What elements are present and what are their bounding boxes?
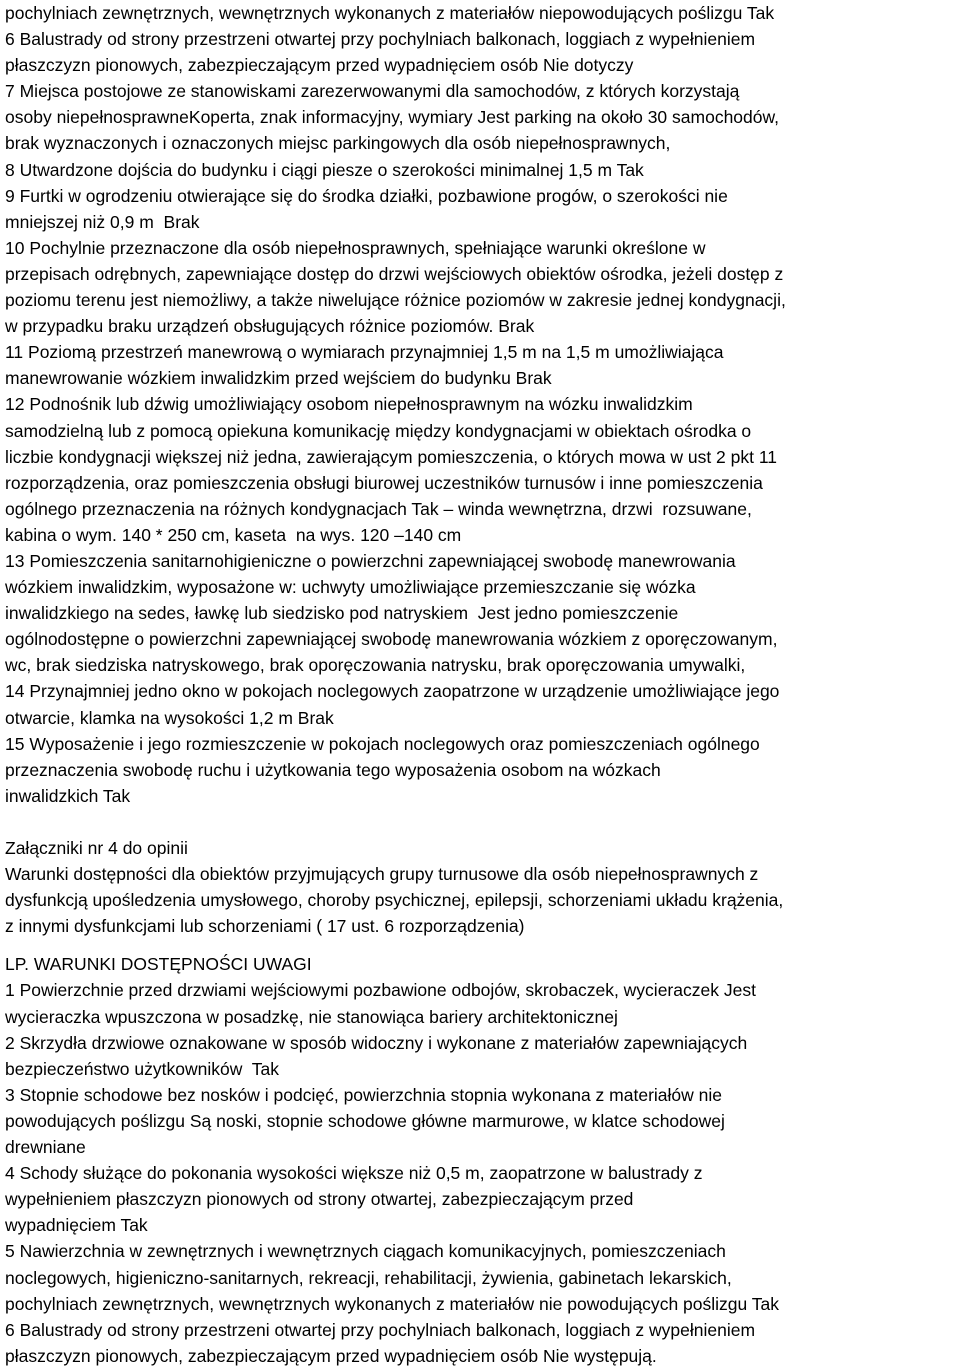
text-line: liczbie kondygnacji większej niż jedna, zawierającym pomieszczenia, o których mowa w ust 2 pkt 11 (5, 446, 778, 467)
text-line: przeznaczenia swobodę ruchu i użytkowania tego wyposażenia osobom na wózkach (5, 759, 661, 780)
text-line: LP. WARUNKI DOSTĘPNOŚCI UWAGI (5, 954, 312, 975)
text-line: 15 Wyposażenie i jego rozmieszczenie w pokojach noclegowych oraz pomieszczeniach ogólnego (5, 733, 760, 754)
text-line: pochylniach zewnętrznych, wewnętrznych wykonanych z materiałów niepowodujących poślizgu Tak (5, 3, 775, 23)
text-line: inwalidzkich Tak (5, 785, 131, 806)
text-line: otwarcie, klamka na wysokości 1,2 m Brak (5, 707, 334, 728)
text-line: drewniane (5, 1137, 86, 1158)
text-line: 12 Podnośnik lub dźwig umożliwiający osobom niepełnosprawnym na wózku inwalidzkim (5, 394, 693, 415)
text-line: 1 Powierzchnie przed drzwiami wejściowymi pozbawione odbojów, skrobaczek, wycieraczek Jest (5, 980, 756, 1001)
text-line: 6 Balustrady od strony przestrzeni otwartej przy pochylniach balkonach, loggiach z wypełnieniem (5, 1319, 756, 1340)
text-line: manewrowanie wózkiem inwalidzkim przed wejściem do budynku Brak (5, 368, 552, 389)
accessibility-conditions-continued (5, 0, 960, 809)
paragraph-gap (5, 809, 960, 835)
text-line: samodzielną lub z pomocą opiekuna komunikację między kondygnacjami w obiektach ośrodka o (5, 420, 752, 441)
text-line: wypełnieniem płaszczyzn pionowych od strony otwartej, zabezpieczającym przed (5, 1189, 634, 1210)
text-line: Załączniki nr 4 do opinii (5, 838, 188, 858)
text-line: poziomu terenu jest niemożliwy, a także niwelujące różnice poziomów w zakresie jednej kondygnacji, (5, 290, 786, 311)
text-line: z innymi dysfunkcjami lub schorzeniami ( 17 ust. 6 rozporządzenia) (5, 916, 525, 937)
text-line: 4 Schody służące do pokonania wysokości większe niż 0,5 m, zaopatrzone w balustrady z (5, 1163, 703, 1184)
text-line: ogólnego przeznaczenia na różnych kondygnacjach Tak – winda wewnętrzna, drzwi rozsuwane, (5, 498, 752, 519)
text-line: 8 Utwardzone dojścia do budynku i ciągi piesze o szerokości minimalnej 1,5 m Tak (5, 159, 644, 180)
text-line: rozporządzenia, oraz pomieszczenia obsługi biurowej uczestników turnusów i inne pomieszczenia (5, 472, 763, 493)
text-line: przepisach odrębnych, zapewniające dostęp do drzwi wejściowych obiektów ośrodka, jeżeli dostęp z (5, 263, 784, 284)
attachment-4-intro (5, 835, 960, 939)
text-line: powodujących poślizgu Są noski, stopnie schodowe główne marmurowe, w klatce schodowej (5, 1110, 725, 1131)
text-line: bezpieczeństwo użytkowników Tak (5, 1058, 280, 1079)
text-line: inwalidzkiego na sedes, ławkę lub siedzisko pod natryskiem Jest jedno pomieszczenie (5, 603, 679, 624)
text-line: płaszczyzn pionowych, zabezpieczającym przed wypadnięciem osób Nie występują. (5, 1345, 657, 1366)
text-line: dysfunkcją upośledzenia umysłowego, choroby psychicznej, epilepsji, schorzeniami układu krążenia, (5, 890, 784, 911)
text-line: 3 Stopnie schodowe bez nosków i podcięć, powierzchnia stopnia wykonana z materiałów nie (5, 1084, 723, 1105)
text-line: w przypadku braku urządzeń obsługujących różnice poziomów. Brak (5, 316, 535, 337)
text-line: 6 Balustrady od strony przestrzeni otwartej przy pochylniach balkonach, loggiach z wypełnieniem (5, 29, 756, 50)
text-line: 9 Furtki w ogrodzeniu otwierające się do środka działki, pozbawione progów, o szerokości nie (5, 185, 728, 206)
text-line: noclegowych, higieniczno-sanitarnych, rekreacji, rehabilitacji, żywienia, gabinetach lekarskich, (5, 1267, 732, 1288)
paragraph-gap (5, 939, 960, 951)
text-line: ogólnodostępne o powierzchni zapewniającej swobodę manewrowania wózkiem z oporęczowanym, (5, 629, 778, 650)
text-line: 5 Nawierzchnia w zewnętrznych i wewnętrznych ciągach komunikacyjnych, pomieszczeniach (5, 1241, 726, 1262)
text-line: 2 Skrzydła drzwiowe oznakowane w sposób widoczny i wykonane z materiałów zapewniających (5, 1032, 748, 1053)
text-line: 14 Przynajmniej jedno okno w pokojach noclegowych zaopatrzone w urządzenie umożliwiające jego (5, 681, 780, 702)
text-line: 11 Poziomą przestrzeń manewrową o wymiarach przynajmniej 1,5 m na 1,5 m umożliwiająca (5, 342, 724, 363)
text-line: brak wyznaczonych i oznaczonych miejsc parkingowych dla osób niepełnosprawnych, (5, 133, 671, 154)
text-line: osoby niepełnosprawneKoperta, znak informacyjny, wymiary Jest parking na około 30 samochodów, (5, 107, 780, 128)
text-line: wc, brak siedziska natryskowego, brak oporęczowania natrysku, brak oporęczowania umywalki, (5, 655, 746, 676)
text-line: Warunki dostępności dla obiektów przyjmujących grupy turnusowe dla osób niepełnosprawnych z (5, 864, 759, 885)
text-line: kabina o wym. 140 * 250 cm, kaseta na wys. 120 –140 cm (5, 524, 462, 545)
accessibility-conditions-table (5, 951, 960, 1369)
text-line: 13 Pomieszczenia sanitarnohigieniczne o powierzchni zapewniającej swobodę manewrowania (5, 550, 736, 571)
text-line: płaszczyzn pionowych, zabezpieczającym przed wypadnięciem osób Nie dotyczy (5, 55, 634, 76)
text-line: pochylniach zewnętrznych, wewnętrznych wykonanych z materiałów nie powodujących poślizgu Tak (5, 1293, 780, 1314)
text-line: wycieraczka wpuszczona w posadzkę, nie stanowiąca bariery architektonicznej (5, 1006, 618, 1027)
text-line: 10 Pochylnie przeznaczone dla osób niepełnosprawnych, spełniające warunki określone w (5, 237, 706, 258)
text-line: mniejszej niż 0,9 m Brak (5, 211, 200, 232)
text-line: 7 Miejsca postojowe ze stanowiskami zarezerwowanymi dla samochodów, z których korzystają (5, 81, 740, 102)
text-line: wózkiem inwalidzkim, wyposażone w: uchwyty umożliwiające przemieszczanie się wózka (5, 577, 696, 598)
text-line: wypadnięciem Tak (5, 1215, 148, 1236)
